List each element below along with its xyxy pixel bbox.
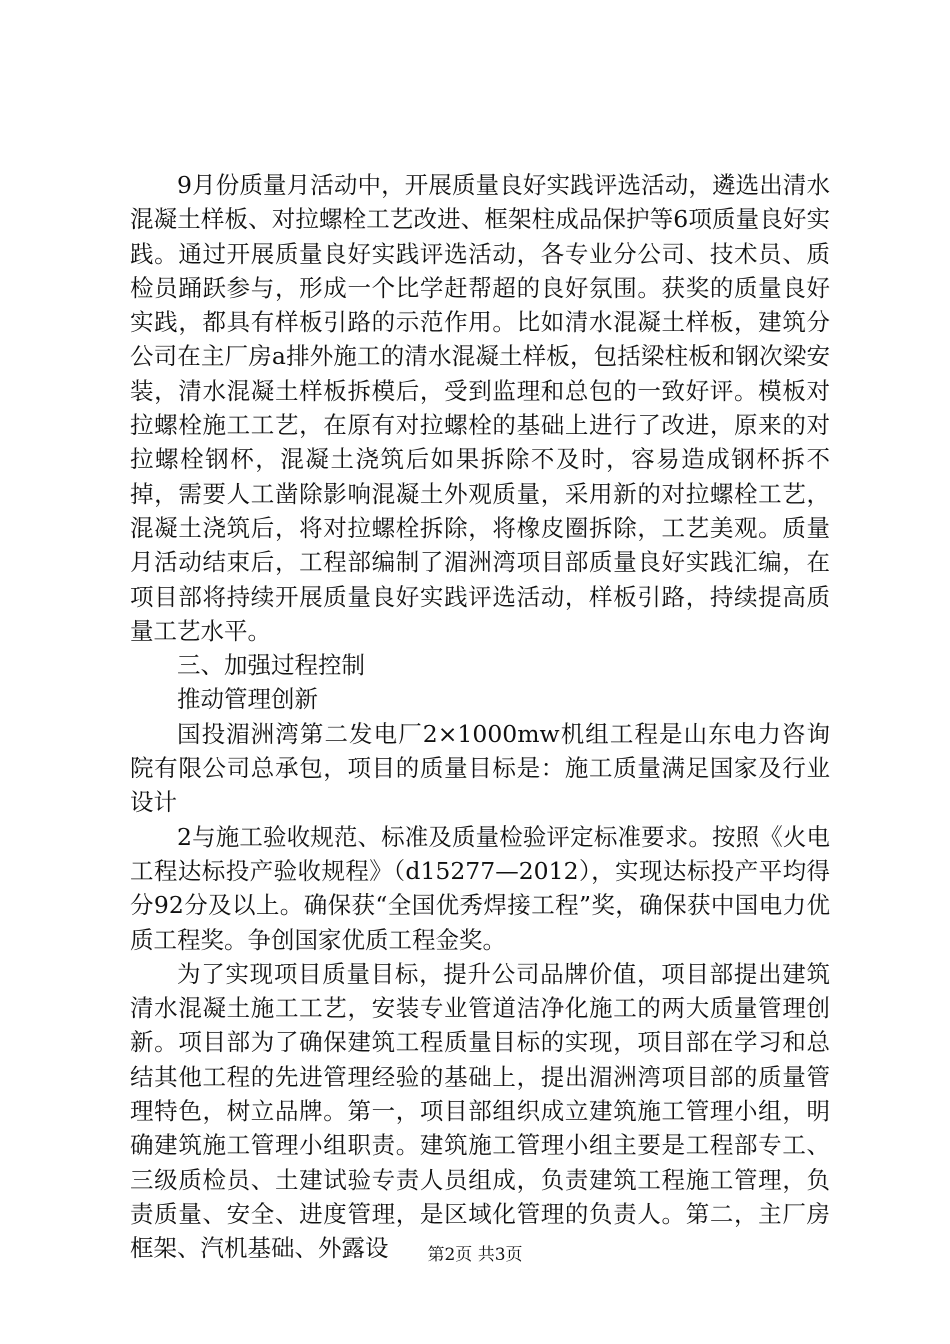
paragraph-project-goal: 国投湄洲湾第二发电厂2×1000mw机组工程是山东电力咨询院有限公司总承包，项目的质量目标是：施工质量满足国家及行业设计 [130, 719, 830, 817]
document-body [130, 168, 830, 1266]
page-number-footer: 第2页 共3页 [427, 1245, 523, 1265]
paragraph-management-innovation: 为了实现项目质量目标，提升公司品牌价值，项目部提出建筑清水混凝土施工工艺，安装专业管道洁净化施工的两大质量管理创新。项目部为了确保建筑工程质量目标的实现，项目部在学习和总结其他工程的先进管理经验的基础上，提出湄洲湾项目部的质量管理特色，树立品牌。第一，项目部组织成立建筑施工管理小组，明确建筑施工管理小组职责。建筑施工管理小组主要是工程部专工、三级质检员、土建试验专责人员组成，负责建筑工程施工管理，负责质量、安全、进度管理，是区域化管理的负责人。第二，主厂房框架、汽机基础、外露设 [130, 959, 830, 1263]
section-subheading: 推动管理创新 [177, 685, 318, 714]
paragraph-quality-month: 9月份质量月活动中，开展质量良好实践评选活动，遴选出清水混凝土样板、对拉螺栓工艺改进、框架柱成品保护等6项质量良好实践。通过开展质量良好实践评选活动，各专业分公司、技术员、质检员踊跃参与，形成一个比学赶帮超的良好氛围。获奖的质量良好实践，都具有样板引路的示范作用。比如清水混凝土样板，建筑分公司在主厂房a排外施工的清水混凝土样板，包括梁柱板和钢次梁安装，清水混凝土样板拆模后，受到监理和总包的一致好评。模板对拉螺栓施工工艺，在原有对拉螺栓的基础上进行了改进，原来的对拉螺栓钢杯，混凝土浇筑后如果拆除不及时，容易造成钢杯拆不掉，需要人工凿除影响混凝土外观质量，采用新的对拉螺栓工艺，混凝土浇筑后，将对拉螺栓拆除，将橡皮圈拆除，工艺美观。质量月活动结束后，工程部编制了湄洲湾项目部质量良好实践汇编，在项目部将持续开展质量良好实践评选活动，样板引路，持续提高质量工艺水平。 [130, 171, 830, 645]
paragraph-acceptance-standards: 2与施工验收规范、标准及质量检验评定标准要求。按照《火电工程达标投产验收规程》（d15277—2012），实现达标投产平均得分92分及以上。确保获“全国优秀焊接工程”奖，确保获中国电力优质工程奖。争创国家优质工程金奖。 [130, 822, 830, 954]
section-heading: 三、加强过程控制 [177, 651, 365, 680]
